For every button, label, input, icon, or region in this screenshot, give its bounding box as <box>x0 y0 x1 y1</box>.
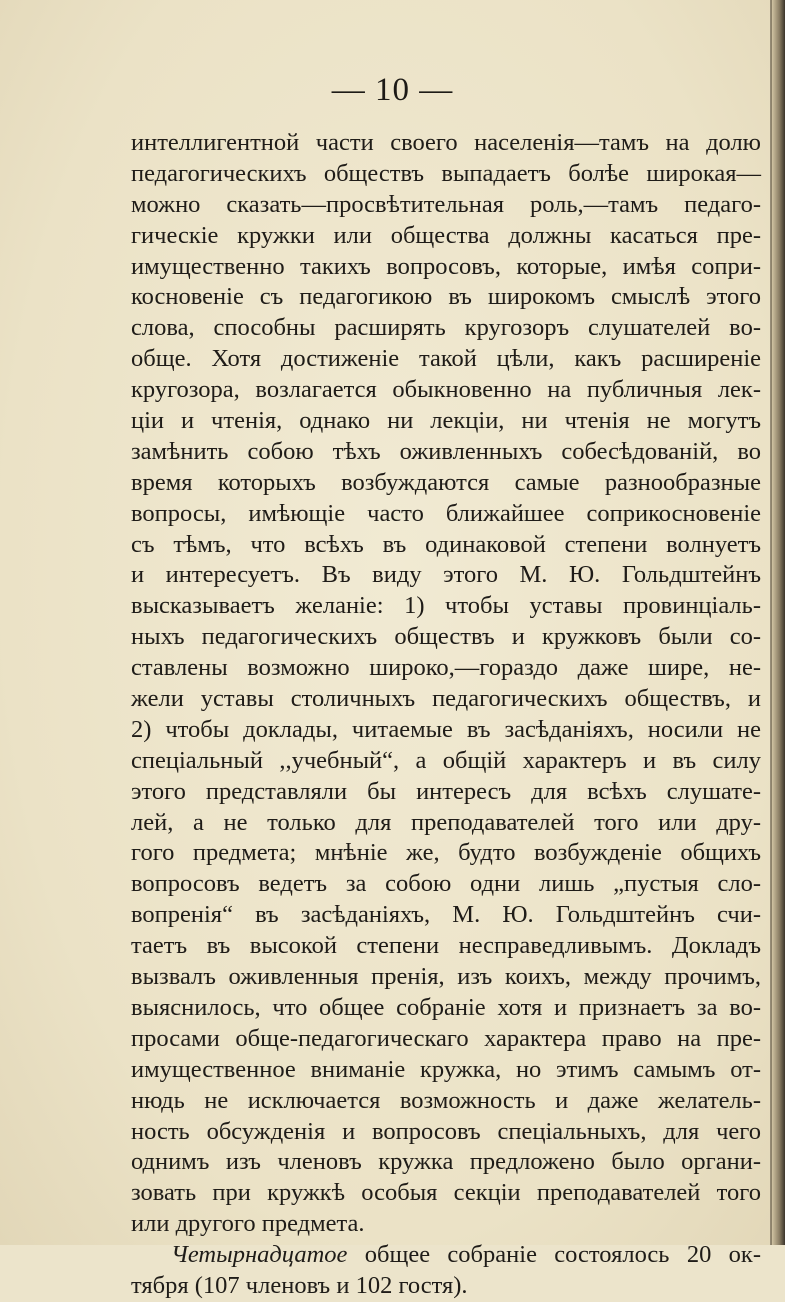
text-line: гого предмета; мнѣніе же, будто возбужденіе общихъ <box>131 839 761 867</box>
text-line: можно сказать—просвѣтительная роль,—тамъ педаго- <box>131 190 761 218</box>
text-line: имущественно такихъ вопросовъ, которые, имѣя сопри- <box>131 252 761 280</box>
text-line: интеллигентной части своего населенія—тамъ на долю <box>131 129 761 156</box>
text-line: слова, способны расширять кругозоръ слушателей во- <box>131 314 761 342</box>
text-line: ставлены возможно широко,—гораздо даже шире, не- <box>131 654 761 682</box>
text-line: педагогическихъ обществъ выпадаетъ болѣе широкая— <box>131 159 761 187</box>
text-line: 2) чтобы доклады, читаемые въ засѣданіяхъ, носили не <box>131 715 761 743</box>
text-line: жели уставы столичныхъ педагогическихъ обществъ, и <box>131 685 761 713</box>
text-line: таетъ въ высокой степени несправедливымъ. Докладъ <box>131 932 761 960</box>
page-number: — 10 — <box>331 72 454 108</box>
text-line: вопренія“ въ засѣданіяхъ, М. Ю. Гольдштейнъ счи- <box>131 901 761 929</box>
italic-lead: Четырнадцатое <box>171 1241 348 1269</box>
text-line: высказываетъ желаніе: 1) чтобы уставы провинціаль- <box>131 592 761 620</box>
text-line: замѣнить собою тѣхъ оживленныхъ собесѣдованій, во <box>131 437 761 465</box>
text-line: кругозора, возлагается обыкновенно на публичныя лек- <box>131 376 761 404</box>
text-line: время которыхъ возбуждаются самые разнообразные <box>131 468 761 496</box>
text-line: выяснилось, что общее собраніе хотя и признаетъ за во- <box>131 993 761 1021</box>
text-line: имущественное вниманіе кружка, но этимъ самымъ от- <box>131 1055 761 1083</box>
text-line: гическіе кружки или общества должны касаться пре- <box>131 221 761 249</box>
text-line: вызвалъ оживленныя пренія, изъ коихъ, между прочимъ, <box>131 963 761 991</box>
page-edge-line <box>770 0 772 1245</box>
text-line: нюдь не исключается возможность и даже желатель- <box>131 1086 761 1114</box>
text-line: однимъ изъ членовъ кружка предложено было органи- <box>131 1148 761 1176</box>
text-line: съ тѣмъ, что всѣхъ въ одинаковой степени волнуетъ <box>131 530 761 558</box>
text-line: ность обсужденія и вопросовъ спеціальныхъ, для чего <box>131 1117 761 1145</box>
page-spine-shadow <box>771 0 785 1245</box>
text-line: тября (107 членовъ и 102 гостя). <box>131 1271 468 1299</box>
body-text <box>131 128 761 1302</box>
text-line: и интересуетъ. Въ виду этого М. Ю. Гольдштейнъ <box>131 561 761 589</box>
text-line: вопросовъ ведетъ за собою одни лишь „пустыя сло- <box>131 870 761 898</box>
text-line-rest: общее собраніе состоялось 20 ок- <box>347 1241 761 1269</box>
text-line: зовать при кружкѣ особыя секціи преподавателей того <box>131 1179 761 1207</box>
text-line: или другого предмета. <box>131 1210 365 1238</box>
text-line: вопросы, имѣющіе часто ближайшее соприкосновеніе <box>131 499 761 527</box>
paragraph-1 <box>131 128 761 1240</box>
text-line: обще. Хотя достиженіе такой цѣли, какъ расширеніе <box>131 345 761 373</box>
paragraph-2 <box>131 1240 761 1302</box>
text-line: лей, а не только для преподавателей того или дру- <box>131 808 761 836</box>
text-line: косновеніе съ педагогикою въ широкомъ смыслѣ этого <box>131 283 761 311</box>
text-line: ныхъ педагогическихъ обществъ и кружковъ были со- <box>131 623 761 651</box>
text-line: просами обще-педагогическаго характера право на пре- <box>131 1024 761 1052</box>
text-line: этого представляли бы интересъ для всѣхъ слушате- <box>131 777 761 805</box>
text-line: ціи и чтенія, однако ни лекціи, ни чтенія не могутъ <box>131 407 761 435</box>
text-line: спеціальный ,,учебный“, а общій характеръ и въ силу <box>131 746 761 774</box>
